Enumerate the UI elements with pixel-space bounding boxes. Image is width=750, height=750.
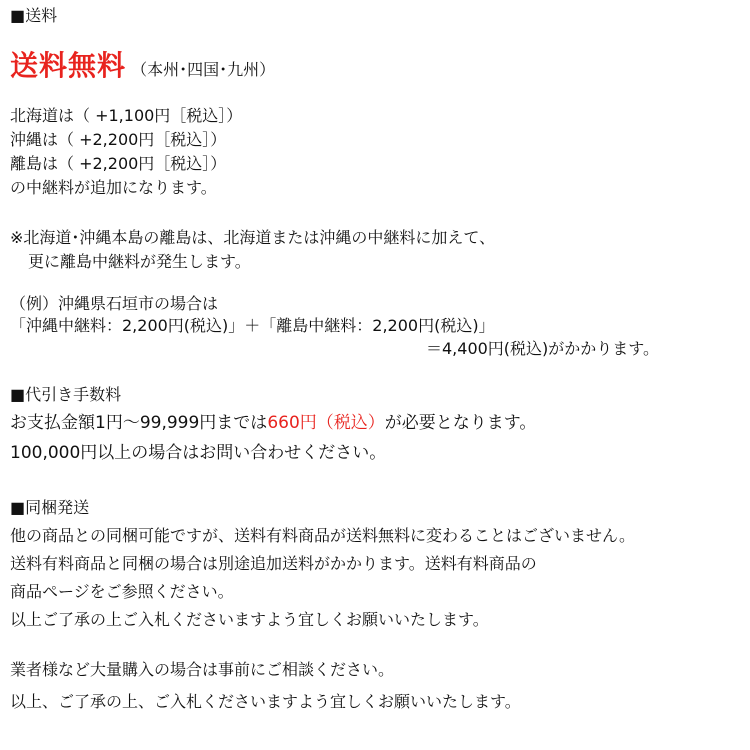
free-shipping-label: 送料無料 [10, 49, 127, 82]
island-note-line1: ※北海道･沖縄本島の離島は、北海道または沖縄の中継料に加えて、 [10, 228, 496, 247]
cod-line1-pre: お支払金額1円〜99,999円までは [10, 413, 268, 433]
bundle-line3: 商品ページをご参照ください。 [10, 582, 234, 601]
cod-line2: 100,000円以上の場合はお問い合わせください。 [10, 443, 387, 463]
surcharge-islands: 離島は（ +2,200円［税込］） [10, 154, 227, 173]
bundle-line1: 他の商品との同梱可能ですが、送料有料商品が送料無料に変わることはございません。 [10, 526, 635, 545]
shipping-header: ■送料 [10, 6, 58, 25]
business-line1: 業者様など大量購入の場合は事前にご相談ください。 [10, 660, 395, 679]
example-line1: （例）沖縄県石垣市の場合は [10, 294, 219, 313]
cod-line1-post: が必要となります。 [384, 413, 537, 433]
business-line2: 以上、ご了承の上、ご入札くださいますよう宜しくお願いいたします。 [10, 692, 521, 711]
free-shipping-regions: （本州･四国･九州） [131, 60, 276, 79]
bundle-line2: 送料有料商品と同梱の場合は別途追加送料がかかります。送料有料商品の [10, 554, 537, 573]
cod-header: ■代引き手数料 [10, 385, 122, 404]
cod-line1 [10, 415, 536, 432]
free-shipping-row [10, 49, 276, 82]
example-line3: ＝4,400円(税込)がかかります。 [426, 339, 660, 358]
surcharge-okinawa: 沖縄は（ +2,200円［税込］） [10, 130, 227, 149]
example-line2: 「沖縄中継料：2,200円(税込)」＋「離島中継料：2,200円(税込)」 [10, 316, 495, 335]
cod-fee: 660円（税込） [267, 413, 385, 433]
bundle-line4: 以上ご了承の上ご入札くださいますよう宜しくお願いいたします。 [10, 610, 489, 629]
island-note-line2: 更に離島中継料が発生します。 [28, 252, 251, 271]
surcharge-hokkaido: 北海道は（ +1,100円［税込］） [10, 106, 243, 125]
surcharge-note: の中継料が追加になります。 [10, 178, 217, 197]
bundle-header: ■同梱発送 [10, 498, 90, 517]
